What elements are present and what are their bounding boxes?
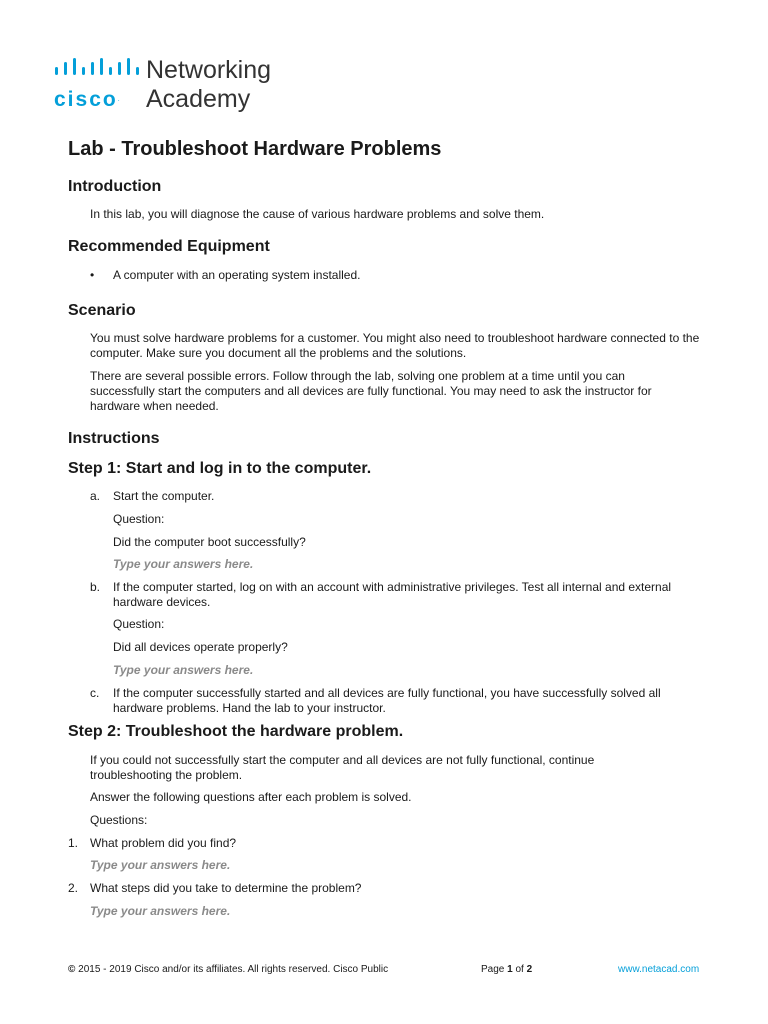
- answer-field-question-2[interactable]: Type your answers here.: [90, 904, 231, 918]
- equipment-heading: Recommended Equipment: [68, 238, 270, 255]
- page-title: Lab - Troubleshoot Hardware Problems: [68, 138, 442, 160]
- page-of: of: [515, 964, 524, 975]
- academy-line-1: Networking: [146, 56, 272, 84]
- instructions-heading: Instructions: [68, 430, 160, 447]
- step1-b-question-label: Question:: [113, 617, 165, 631]
- academy-line-2: Academy: [146, 85, 251, 113]
- question-1-marker: 1.: [68, 836, 79, 850]
- page-total: 2: [526, 964, 533, 975]
- step2-paragraph-1: If you could not successfully start the computer and all devices are not fully functional, continue troubleshooting the problem.: [90, 753, 595, 782]
- academy-name: [146, 56, 271, 114]
- step2-paragraph-2: Answer the following questions after each problem is solved.: [90, 790, 412, 804]
- question-2: What steps did you take to determine the problem?: [90, 881, 362, 895]
- step1-b-question: Did all devices operate properly?: [113, 640, 288, 654]
- step1-a-question-label: Question:: [113, 512, 165, 526]
- cisco-bars-icon: [54, 58, 140, 78]
- step1-heading: Step 1: Start and log in to the computer.: [68, 460, 372, 477]
- scenario-heading: Scenario: [68, 302, 136, 319]
- question-1: What problem did you find?: [90, 836, 237, 850]
- footer-copyright: [68, 964, 388, 976]
- bullet-icon: •: [90, 268, 95, 282]
- introduction-heading: Introduction: [68, 178, 162, 195]
- footer-website-link[interactable]: www.netacad.com: [618, 964, 700, 975]
- step2-questions-label: Questions:: [90, 813, 148, 827]
- scenario-paragraph-2: There are several possible errors. Follow through the lab, solving one problem at a time until you can successfully start the computers and all devices are fully functional. You may need to ask the instructor for hardware when needed.: [90, 369, 652, 413]
- step1-a-marker: a.: [90, 489, 101, 503]
- question-2-marker: 2.: [68, 881, 79, 895]
- page-label: Page: [481, 964, 505, 975]
- introduction-text: In this lab, you will diagnose the cause of various hardware problems and solve them.: [90, 207, 545, 221]
- cisco-wordmark: cisco.: [54, 88, 120, 111]
- step1-a-text: Start the computer.: [113, 489, 215, 503]
- step1-a-question: Did the computer boot successfully?: [113, 535, 306, 549]
- step1-c-marker: c.: [90, 686, 100, 700]
- copyright-text: 2015 - 2019 Cisco and/or its affiliates. All rights reserved. Cisco Public: [78, 964, 389, 975]
- step2-heading: Step 2: Troubleshoot the hardware problem.: [68, 723, 404, 740]
- equipment-item: A computer with an operating system installed.: [113, 268, 361, 282]
- step1-b-marker: b.: [90, 580, 101, 594]
- step1-b-text: If the computer started, log on with an account with administrative privileges. Test all internal and external hardware devices.: [113, 580, 672, 609]
- answer-field-step1-a[interactable]: Type your answers here.: [113, 557, 254, 571]
- answer-field-question-1[interactable]: Type your answers here.: [90, 858, 231, 872]
- copyright-icon: ©: [68, 964, 76, 975]
- footer-page-number: [481, 964, 532, 976]
- answer-field-step1-b[interactable]: Type your answers here.: [113, 663, 254, 677]
- step1-c-text: If the computer successfully started and all devices are fully functional, you have successfully solved all hardware problems. Hand the lab to your instructor.: [113, 686, 661, 715]
- networking-academy-logo: [54, 58, 314, 118]
- scenario-paragraph-1: You must solve hardware problems for a customer. You might also need to troubleshoot hardware connected to the computer. Make sure you document all the problems and the solutions.: [90, 331, 700, 360]
- page-current: 1: [507, 964, 513, 975]
